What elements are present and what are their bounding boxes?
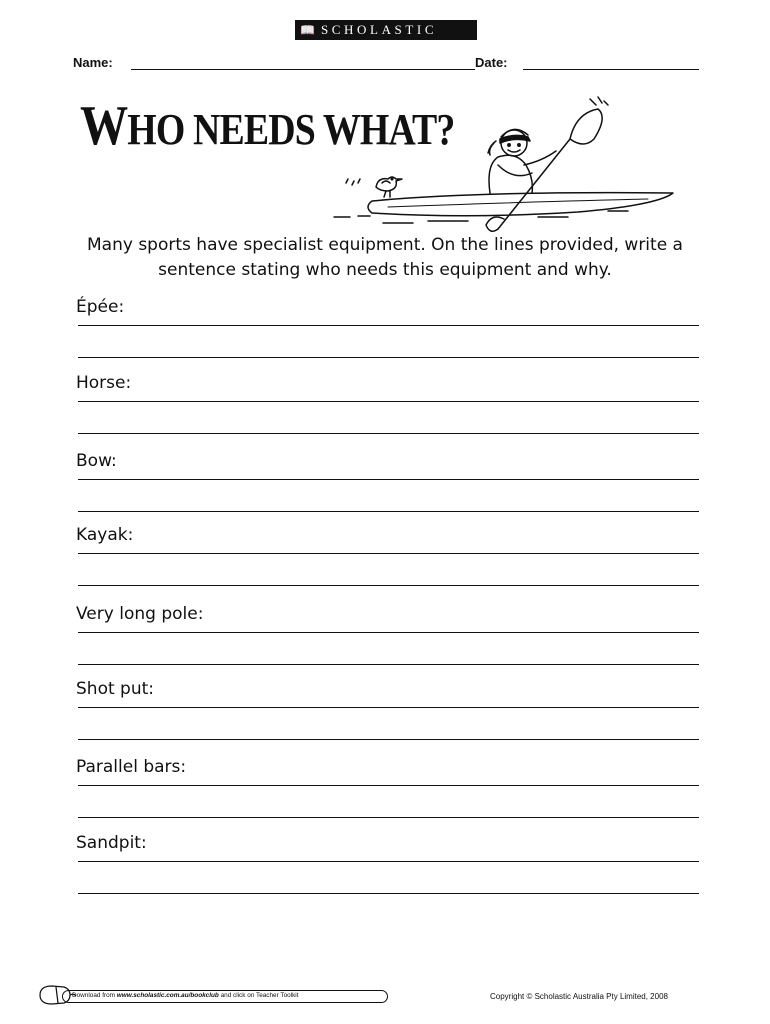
title-initial: W [80,95,128,157]
title-rest: HO NEEDS WHAT? [127,105,455,154]
answer-item-sandpit [76,833,699,897]
answer-line[interactable] [78,585,699,586]
answer-line[interactable] [78,357,699,358]
answer-item-bow [76,451,699,515]
answer-item-shot-put [76,679,699,743]
answer-line[interactable] [78,707,699,708]
answer-line[interactable] [78,861,699,862]
download-suffix: and click on Teacher Toolkit [218,992,299,999]
download-prefix: Download from [72,992,117,999]
item-label: Sandpit: [76,833,147,853]
download-note [36,983,361,1007]
answer-item-parallel-bars [76,757,699,821]
book-icon: 📖 [300,23,315,37]
answer-line[interactable] [78,632,699,633]
item-label: Horse: [76,373,132,393]
answer-line[interactable] [78,479,699,480]
name-date-row [73,55,699,75]
answer-item-epee [76,297,699,361]
item-label: Épée: [76,297,125,317]
copyright-text: Copyright © Scholastic Australia Pty Limited, 2008 [490,992,668,1001]
answer-item-horse [76,373,699,437]
download-link[interactable]: www.scholastic.com.au/bookclub [116,992,219,999]
answer-line[interactable] [78,817,699,818]
kayaker-with-bird-illustration [328,95,680,235]
answer-item-very-long-pole [76,604,699,668]
name-field-line[interactable] [131,69,475,70]
item-label: Shot put: [76,679,154,699]
instructions-text: Many sports have specialist equipment. On the lines provided, write a sentence stating who needs this equipment and why. [87,235,683,280]
answer-line[interactable] [78,664,699,665]
answer-line[interactable] [78,401,699,402]
item-label: Kayak: [76,525,134,545]
name-label: Name: [73,55,113,70]
answer-line[interactable] [78,433,699,434]
date-field-line[interactable] [523,69,699,70]
brand-name: SCHOLASTIC [320,22,438,37]
item-label: Very long pole: [76,604,204,624]
scholastic-logo [295,20,477,40]
answer-line[interactable] [78,785,699,786]
answer-line[interactable] [78,893,699,894]
answer-item-kayak [76,525,699,589]
download-text [72,992,299,999]
answer-line[interactable] [78,739,699,740]
answer-line[interactable] [78,553,699,554]
date-label: Date: [475,55,508,70]
answer-line[interactable] [78,511,699,512]
item-label: Bow: [76,451,117,471]
item-label: Parallel bars: [76,757,187,777]
answer-line[interactable] [78,325,699,326]
